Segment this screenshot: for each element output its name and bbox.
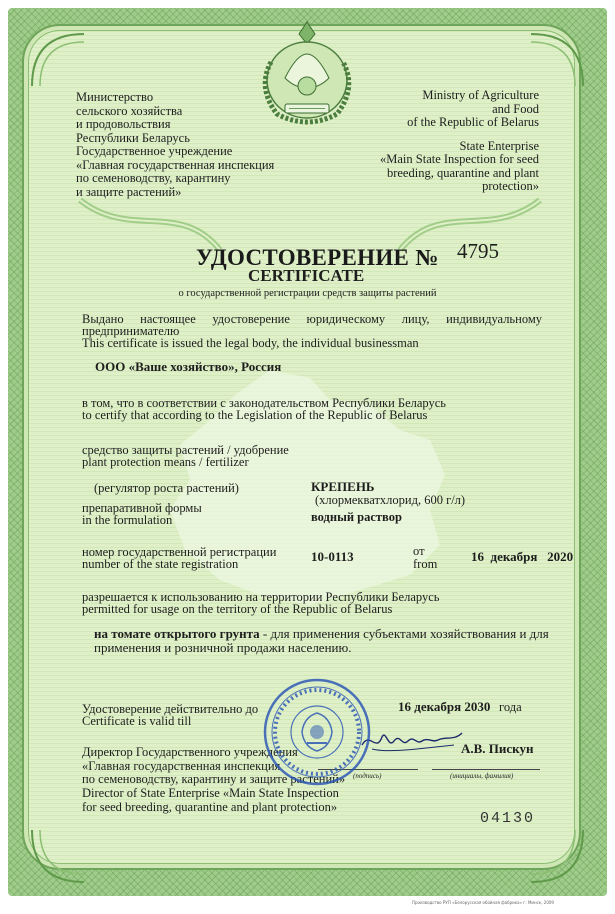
subtitle: о государственной регистрации средств защиты растений xyxy=(178,288,437,299)
certify-en: to certify that according to the Legislation of the Republic of Belarus xyxy=(82,408,428,422)
issuer-en xyxy=(309,89,539,194)
formulation-label-en: in the formulation xyxy=(82,513,173,527)
issuer-en-line: and Food xyxy=(492,101,539,116)
valid-date: 16 декабря 2030 xyxy=(398,699,491,714)
issued-ru-line2: предпринимателю xyxy=(82,324,180,338)
reg-label-en: number of the state registration xyxy=(82,557,239,571)
valid-ru: Удостоверение действительно до xyxy=(82,702,259,716)
reg-date: 16 декабря 2020 xyxy=(471,549,574,564)
issuer-ru-line: сельского хозяйства xyxy=(76,103,183,118)
issued-ru-line1: Выдано настоящее удостоверение юридическому лицу, индивидуальному xyxy=(82,312,542,326)
issuer-ru-line: «Главная государственная инспекция xyxy=(76,157,275,172)
issuer-ru xyxy=(76,91,274,199)
issuer-en-line: Ministry of Agriculture xyxy=(422,88,539,102)
product-name: КРЕПЕНЬ xyxy=(311,479,375,494)
issuer-ru-line: Республики Беларусь xyxy=(76,130,190,145)
corner-ornament-icon xyxy=(28,826,88,886)
formulation-value: водный раствор xyxy=(311,510,402,524)
corner-ornament-icon xyxy=(28,30,88,90)
issuer-ru-line: Государственное учреждение xyxy=(76,144,233,158)
valid-en: Certificate is valid till xyxy=(82,714,192,728)
title-en: CERTIFICATE xyxy=(248,266,365,285)
usage-text xyxy=(94,626,564,641)
official-stamp xyxy=(262,677,372,787)
usage-crop: на томате открытого грунта xyxy=(94,626,260,641)
director-en-line: Director of State Enterprise «Main State Inspection xyxy=(82,786,339,800)
serial-number: 04130 xyxy=(480,810,536,827)
director-en xyxy=(82,787,339,814)
certify-ru: в том, что в соответствии с законодательством Республики Беларусь xyxy=(82,396,447,410)
director-ru-line: по семеноводству, карантину и защите растений» xyxy=(82,772,346,786)
from-ru: от xyxy=(413,544,425,558)
certificate-number: 4795 xyxy=(457,239,499,263)
reg-number: 10-0113 xyxy=(311,549,354,564)
permitted-ru: разрешается к использованию на территории Республики Беларусь xyxy=(82,590,440,604)
director-en-line: for seed breeding, quarantine and plant protection» xyxy=(82,799,338,814)
issuer-ru-line: и продовольствия xyxy=(76,117,171,131)
corner-ornament-icon xyxy=(527,826,587,886)
corner-ornament-icon xyxy=(527,30,587,90)
issued-en: This certificate is issued the legal body, the individual businessman xyxy=(82,336,419,350)
issuer-en-line: of the Republic of Belarus xyxy=(407,115,539,129)
issuer-ru-line: Министерство xyxy=(76,90,154,104)
issuer-en-line: «Main State Inspection for seed xyxy=(380,152,539,166)
name-caption: (инициалы, фамилия) xyxy=(450,772,514,780)
company-name: ООО «Ваше хозяйство», Россия xyxy=(95,359,282,374)
signer-name: А.В. Пискун xyxy=(461,741,534,756)
printer-footnote: Производство РУП «Белорусская обойная фабрика» г. Минск, 2009 xyxy=(412,900,554,905)
issuer-en-line: protection» xyxy=(482,179,539,193)
usage-purpose: - для применения субъектами хозяйствования и для xyxy=(259,626,549,641)
formulation-label-ru: препаративной формы xyxy=(82,501,202,515)
name-line xyxy=(432,769,540,770)
title-ru: УДОСТОВЕРЕНИЕ № xyxy=(196,245,439,270)
reg-label-ru: номер государственной регистрации xyxy=(82,545,277,559)
usage-line2: применения и розничной продажи населению. xyxy=(94,640,352,655)
director-ru-line: «Главная государственная инспекция xyxy=(82,758,281,773)
issuer-en-line: breeding, quarantine and plant xyxy=(386,165,539,180)
director-ru-line: Директор Государственного учреждения xyxy=(82,745,298,759)
issuer-ru-line: по семеноводству, карантину xyxy=(76,171,231,185)
issuer-ru-line: и защите растений» xyxy=(76,184,182,199)
valid-year-suffix: года xyxy=(499,700,522,714)
from-en: from xyxy=(413,557,438,571)
signature-caption: (подпись) xyxy=(353,772,382,780)
permitted-en: permitted for usage on the territory of the Republic of Belarus xyxy=(82,602,393,616)
issuer-en-line: State Enterprise xyxy=(459,138,539,153)
handwritten-signature xyxy=(358,723,468,763)
active-ingredient: (хлормекватхлорид, 600 г/л) xyxy=(315,493,466,507)
means-en: plant protection means / fertilizer xyxy=(82,455,249,469)
means-ru: средство защиты растений / удобрение xyxy=(82,443,289,457)
product-class: (регулятор роста растений) xyxy=(94,481,239,495)
